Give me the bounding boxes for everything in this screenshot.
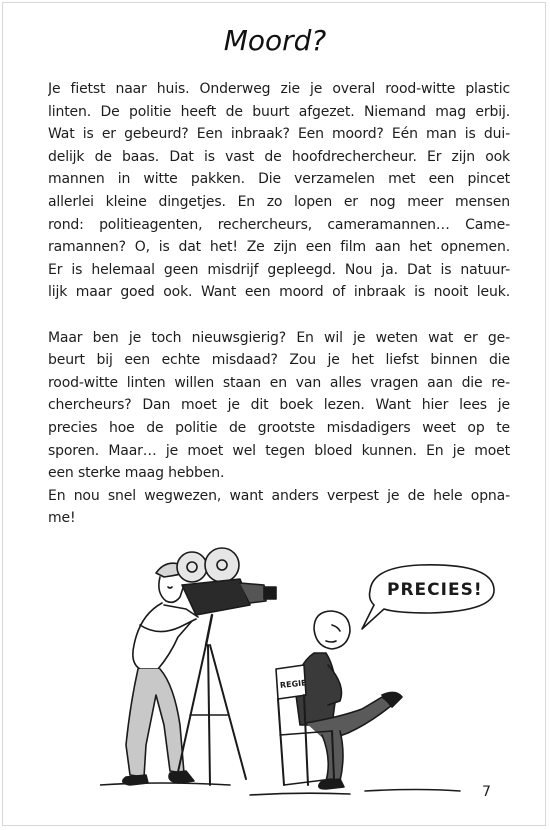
text-line: Maar ben je toch nieuwsgierig? En wil je weten wat er ge-: [48, 329, 510, 346]
ground-line: [250, 793, 350, 795]
text-line: rood-witte linten willen staan en van alles vragen aan die re-: [48, 374, 510, 391]
text-line: mannen in witte pakken. Die verzamelen met een pincet: [48, 171, 510, 188]
text-line: een sterke maag hebben.: [48, 465, 225, 482]
speech-bubble-text: PRECIES!: [387, 580, 483, 600]
text-line: rond: politieagenten, rechercheurs, cameramannen… Came-: [48, 216, 510, 233]
director-figure: [296, 611, 402, 789]
text-line: chercheurs? Dan moet je dit boek lezen. Want hier lees je: [48, 397, 510, 414]
cartoon-illustration: [100, 545, 510, 800]
body-text: [48, 78, 510, 530]
text-line: beurt bij een echte misdaad? Zou je het liefst binnen die: [48, 352, 510, 369]
ground-line: [365, 790, 460, 792]
text-line: me!: [48, 510, 76, 527]
tripod-icon: [176, 615, 246, 785]
text-line: linten. De politie heeft de buurt afgezet. Niemand mag erbij.: [48, 103, 510, 120]
text-line: precies hoe de politie de grootste misdadigers weet op te: [48, 419, 510, 436]
paragraph-gap: [48, 304, 510, 327]
page-number: 7: [482, 784, 491, 800]
text-line: En nou snel wegwezen, want anders verpest je de hele opna-: [48, 487, 510, 504]
paragraph-2: [48, 327, 510, 530]
text-line: allerlei kleine dingetjes. En zo lopen er nog meer mensen: [48, 193, 510, 210]
text-line: Je fietst naar huis. Onderweg zie je overal rood-witte plastic: [48, 81, 510, 97]
chair-label: REGIE: [279, 678, 307, 691]
text-line: lijk maar goed ook. Want een moord of inbraak is nooit leuk.: [48, 284, 510, 301]
text-line: sporen. Maar… je moet wel tegen bloed kunnen. En je moet: [48, 442, 510, 459]
film-camera-icon: [177, 548, 276, 615]
text-line: ramannen? O, is dat het! Ze zijn een film aan het opnemen.: [48, 239, 510, 256]
text-line: Wat is er gebeurd? Een inbraak? Een moord? Eén man is dui-: [48, 126, 510, 143]
paragraph-1: [48, 78, 510, 304]
text-line: delijk de baas. Dat is vast de hoofdrechercheur. Er zijn ook: [48, 148, 510, 165]
page-title: Moord?: [223, 24, 327, 57]
text-line: Er is helemaal geen misdrijf gepleegd. Nou ja. Dat is natuur-: [48, 261, 510, 278]
